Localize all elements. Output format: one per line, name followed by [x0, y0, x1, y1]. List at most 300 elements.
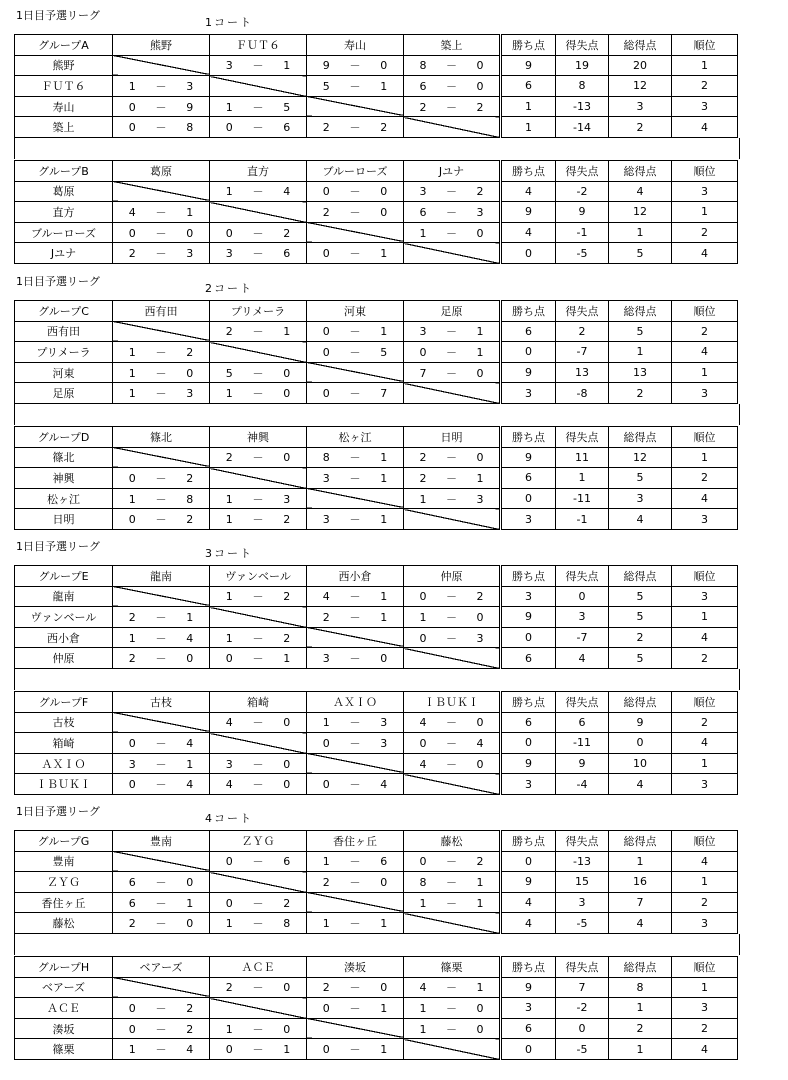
- header-row: [15, 957, 738, 978]
- match-score: [404, 468, 501, 489]
- score-for: 4: [419, 757, 427, 771]
- goals-scored: 5: [609, 648, 672, 669]
- self-match-cell: [404, 648, 501, 669]
- match-score: [113, 383, 210, 404]
- team-column-header: 直方: [210, 161, 307, 182]
- points: 1: [501, 96, 556, 117]
- rank: 1: [672, 753, 738, 774]
- match-score: [210, 488, 307, 509]
- score-against: 3: [476, 205, 484, 219]
- goal-difference: 0: [556, 586, 609, 607]
- rank: 1: [672, 55, 738, 76]
- team-column-header: ＡＸＩＯ: [307, 692, 404, 713]
- score-against: 1: [380, 1001, 388, 1015]
- stat-header: 順位: [672, 161, 738, 182]
- points: 9: [501, 872, 556, 893]
- score-against: 3: [380, 716, 388, 730]
- team-column-header: ヴァンベール: [210, 566, 307, 587]
- points: 6: [501, 648, 556, 669]
- score-dash: －: [155, 875, 167, 889]
- match-score: [307, 447, 404, 468]
- match-score: [113, 774, 210, 795]
- team-name: 湊坂: [15, 1018, 113, 1039]
- score-dash: －: [252, 716, 264, 730]
- score-against: 2: [476, 185, 484, 199]
- score-for: 1: [128, 79, 136, 93]
- score-for: 2: [128, 917, 136, 931]
- score-for: 1: [419, 1001, 427, 1015]
- stat-header: 得失点: [556, 161, 609, 182]
- self-match-cell: [113, 447, 210, 468]
- score-against: 0: [476, 1022, 484, 1036]
- score-dash: －: [349, 778, 361, 792]
- goals-scored: 5: [609, 586, 672, 607]
- goal-difference: -11: [556, 733, 609, 754]
- score-for: 1: [225, 590, 233, 604]
- match-score: [210, 55, 307, 76]
- rank: 2: [672, 712, 738, 733]
- score-dash: －: [446, 59, 457, 73]
- self-match-cell: [113, 712, 210, 733]
- team-column-header: 熊野: [113, 35, 210, 56]
- team-name: 西小倉: [15, 627, 113, 648]
- score-for: 1: [322, 855, 330, 869]
- match-score: [307, 342, 404, 363]
- score-dash: －: [252, 896, 264, 910]
- team-name: 神興: [15, 468, 113, 489]
- score-against: 1: [380, 451, 388, 465]
- match-score: [113, 998, 210, 1019]
- match-score: [113, 76, 210, 97]
- points: 4: [501, 892, 556, 913]
- rank: 4: [672, 1039, 738, 1060]
- league-table: [14, 830, 738, 934]
- score-against: 1: [380, 590, 388, 604]
- score-for: 6: [419, 205, 427, 219]
- team-name: 龍南: [15, 586, 113, 607]
- match-score: [404, 55, 501, 76]
- score-dash: －: [349, 471, 361, 485]
- team-name: 寿山: [15, 96, 113, 117]
- self-match-cell: [307, 488, 404, 509]
- score-against: 0: [283, 1022, 291, 1036]
- match-score: [404, 977, 501, 998]
- section-heading: 1日目予選リーグ: [16, 9, 100, 22]
- match-score: [113, 488, 210, 509]
- score-against: 1: [283, 59, 291, 73]
- team-row: [15, 712, 738, 733]
- score-dash: －: [349, 451, 361, 465]
- score-for: 0: [225, 1043, 233, 1057]
- goals-scored: 2: [609, 1018, 672, 1039]
- match-score: [210, 509, 307, 530]
- score-against: 3: [476, 631, 484, 645]
- score-dash: －: [349, 1043, 361, 1057]
- goals-scored: 3: [609, 488, 672, 509]
- rank: 1: [672, 362, 738, 383]
- match-score: [307, 733, 404, 754]
- match-score: [404, 872, 501, 893]
- score-against: 1: [380, 513, 388, 527]
- score-against: 3: [283, 492, 291, 506]
- score-dash: －: [155, 1043, 167, 1057]
- goal-difference: -8: [556, 383, 609, 404]
- stat-header: 得失点: [556, 35, 609, 56]
- team-column-header: 篠北: [113, 427, 210, 448]
- score-for: 1: [128, 1043, 136, 1057]
- score-against: 5: [380, 345, 388, 359]
- score-against: 0: [186, 652, 194, 666]
- match-score: [307, 1039, 404, 1060]
- score-against: 0: [476, 1001, 484, 1015]
- score-against: 6: [283, 121, 291, 135]
- score-against: 1: [476, 325, 484, 339]
- score-dash: －: [155, 205, 167, 219]
- group-name: グループA: [15, 35, 113, 56]
- stat-header: 勝ち点: [501, 161, 556, 182]
- team-name: 箱崎: [15, 733, 113, 754]
- score-dash: －: [252, 513, 264, 527]
- match-score: [404, 202, 501, 223]
- match-score: [210, 222, 307, 243]
- score-against: 0: [283, 451, 291, 465]
- section-heading: 1日目予選リーグ: [16, 805, 100, 818]
- goals-scored: 3: [609, 96, 672, 117]
- goal-difference: -1: [556, 222, 609, 243]
- score-against: 0: [476, 366, 484, 380]
- score-for: 0: [322, 1001, 330, 1015]
- score-for: 4: [128, 205, 136, 219]
- score-against: 0: [283, 716, 291, 730]
- goal-difference: -2: [556, 998, 609, 1019]
- points: 4: [501, 181, 556, 202]
- goals-scored: 5: [609, 607, 672, 628]
- score-against: 1: [476, 896, 484, 910]
- score-for: 1: [419, 896, 427, 910]
- goal-difference: 3: [556, 892, 609, 913]
- header-row: [15, 301, 738, 322]
- score-dash: －: [446, 185, 457, 199]
- score-against: 2: [476, 100, 484, 114]
- self-match-cell: [210, 342, 307, 363]
- match-score: [210, 117, 307, 138]
- team-column-header: ブルーローズ: [307, 161, 404, 182]
- team-name: ＩＢＵＫＩ: [15, 774, 113, 795]
- score-for: 1: [128, 387, 136, 401]
- score-dash: －: [155, 1001, 167, 1015]
- score-for: 0: [128, 778, 136, 792]
- score-for: 6: [419, 79, 427, 93]
- score-against: 0: [283, 981, 291, 995]
- goal-difference: -4: [556, 774, 609, 795]
- score-dash: －: [155, 736, 167, 750]
- team-row: [15, 117, 738, 138]
- score-dash: －: [252, 652, 264, 666]
- stat-header: 得失点: [556, 301, 609, 322]
- group-separator: [14, 404, 740, 425]
- group-separator: [14, 669, 740, 690]
- match-score: [307, 321, 404, 342]
- goal-difference: -7: [556, 342, 609, 363]
- score-for: 0: [322, 736, 330, 750]
- score-against: 1: [476, 345, 484, 359]
- team-name: 香住ヶ丘: [15, 892, 113, 913]
- goal-difference: 4: [556, 648, 609, 669]
- goal-difference: -14: [556, 117, 609, 138]
- rank: 1: [672, 977, 738, 998]
- score-dash: －: [155, 917, 167, 931]
- match-score: [307, 977, 404, 998]
- score-against: 1: [476, 471, 484, 485]
- score-for: 3: [322, 513, 330, 527]
- match-score: [307, 712, 404, 733]
- score-against: 0: [476, 79, 484, 93]
- stat-header: 順位: [672, 35, 738, 56]
- score-dash: －: [446, 716, 457, 730]
- score-dash: －: [446, 736, 457, 750]
- score-for: 1: [225, 1022, 233, 1036]
- stat-header: 得失点: [556, 957, 609, 978]
- score-dash: －: [446, 205, 457, 219]
- team-row: [15, 753, 738, 774]
- match-score: [404, 181, 501, 202]
- team-row: [15, 872, 738, 893]
- score-for: 6: [128, 896, 136, 910]
- score-against: 1: [380, 325, 388, 339]
- team-column-header: 箱崎: [210, 692, 307, 713]
- score-against: 2: [283, 226, 291, 240]
- rank: 3: [672, 509, 738, 530]
- score-for: 3: [128, 757, 136, 771]
- team-name: ヴァンベール: [15, 607, 113, 628]
- self-match-cell: [210, 733, 307, 754]
- score-for: 4: [225, 778, 233, 792]
- league-table: [14, 956, 738, 1060]
- group-name: グループG: [15, 831, 113, 852]
- self-match-cell: [307, 222, 404, 243]
- score-dash: －: [252, 631, 264, 645]
- goal-difference: -2: [556, 181, 609, 202]
- team-row: [15, 468, 738, 489]
- match-score: [113, 627, 210, 648]
- rank: 2: [672, 892, 738, 913]
- score-against: 4: [186, 1043, 194, 1057]
- score-against: 3: [380, 736, 388, 750]
- score-against: 4: [283, 185, 291, 199]
- score-against: 2: [283, 631, 291, 645]
- score-dash: －: [349, 79, 361, 93]
- score-against: 4: [186, 778, 194, 792]
- self-match-cell: [210, 872, 307, 893]
- stat-header: 順位: [672, 831, 738, 852]
- self-match-cell: [210, 998, 307, 1019]
- goal-difference: 2: [556, 321, 609, 342]
- score-against: 1: [186, 896, 194, 910]
- match-score: [113, 243, 210, 264]
- score-for: 1: [419, 226, 427, 240]
- goal-difference: 15: [556, 872, 609, 893]
- score-for: 8: [419, 875, 427, 889]
- match-score: [113, 648, 210, 669]
- rank: 3: [672, 998, 738, 1019]
- match-score: [210, 648, 307, 669]
- self-match-cell: [113, 321, 210, 342]
- score-for: 3: [322, 652, 330, 666]
- score-dash: －: [252, 387, 264, 401]
- rank: 1: [672, 447, 738, 468]
- score-against: 1: [476, 875, 484, 889]
- match-score: [210, 892, 307, 913]
- group-name: グループE: [15, 566, 113, 587]
- self-match-cell: [113, 851, 210, 872]
- match-score: [307, 872, 404, 893]
- self-match-cell: [307, 96, 404, 117]
- team-row: [15, 607, 738, 628]
- self-match-cell: [404, 117, 501, 138]
- match-score: [307, 117, 404, 138]
- score-against: 1: [186, 610, 194, 624]
- score-for: 3: [225, 247, 233, 261]
- team-row: [15, 851, 738, 872]
- score-dash: －: [446, 1022, 457, 1036]
- goals-scored: 12: [609, 447, 672, 468]
- score-against: 1: [283, 325, 291, 339]
- team-name: 西有田: [15, 321, 113, 342]
- score-against: 2: [186, 1022, 194, 1036]
- rank: 4: [672, 342, 738, 363]
- score-against: 0: [283, 366, 291, 380]
- match-score: [404, 488, 501, 509]
- match-score: [307, 851, 404, 872]
- score-dash: －: [446, 345, 457, 359]
- score-dash: －: [155, 492, 167, 506]
- team-row: [15, 362, 738, 383]
- goals-scored: 1: [609, 342, 672, 363]
- match-score: [404, 447, 501, 468]
- match-score: [210, 1039, 307, 1060]
- team-column-header: ＦＵＴ６: [210, 35, 307, 56]
- match-score: [210, 712, 307, 733]
- score-dash: －: [252, 185, 264, 199]
- points: 6: [501, 712, 556, 733]
- score-dash: －: [155, 226, 167, 240]
- rank: 1: [672, 872, 738, 893]
- points: 9: [501, 607, 556, 628]
- match-score: [404, 222, 501, 243]
- score-against: 6: [283, 247, 291, 261]
- goals-scored: 2: [609, 117, 672, 138]
- court-label: 2コート: [205, 282, 253, 295]
- stat-header: 勝ち点: [501, 957, 556, 978]
- score-against: 2: [476, 590, 484, 604]
- score-dash: －: [252, 590, 264, 604]
- score-for: 9: [322, 59, 330, 73]
- group-name: グループB: [15, 161, 113, 182]
- rank: 2: [672, 468, 738, 489]
- team-name: 日明: [15, 509, 113, 530]
- score-dash: －: [155, 471, 167, 485]
- match-score: [210, 753, 307, 774]
- stat-header: 総得点: [609, 566, 672, 587]
- team-name: 築上: [15, 117, 113, 138]
- team-column-header: ＺＹＧ: [210, 831, 307, 852]
- goal-difference: 19: [556, 55, 609, 76]
- self-match-cell: [307, 1018, 404, 1039]
- score-dash: －: [349, 590, 361, 604]
- stat-header: 得失点: [556, 566, 609, 587]
- score-against: 2: [380, 121, 388, 135]
- rank: 1: [672, 202, 738, 223]
- self-match-cell: [210, 76, 307, 97]
- match-score: [307, 181, 404, 202]
- match-score: [210, 321, 307, 342]
- rank: 3: [672, 181, 738, 202]
- self-match-cell: [113, 586, 210, 607]
- points: 9: [501, 362, 556, 383]
- team-row: [15, 509, 738, 530]
- points: 0: [501, 342, 556, 363]
- goals-scored: 16: [609, 872, 672, 893]
- score-for: 2: [419, 100, 427, 114]
- score-dash: －: [446, 471, 457, 485]
- rank: 4: [672, 627, 738, 648]
- score-for: 1: [225, 100, 233, 114]
- points: 3: [501, 586, 556, 607]
- score-against: 0: [186, 366, 194, 380]
- score-dash: －: [349, 917, 361, 931]
- score-dash: －: [349, 736, 361, 750]
- rank: 4: [672, 488, 738, 509]
- score-for: 0: [128, 471, 136, 485]
- score-against: 3: [186, 79, 194, 93]
- group-separator: [14, 934, 740, 955]
- score-against: 0: [283, 757, 291, 771]
- team-row: [15, 96, 738, 117]
- score-for: 0: [225, 652, 233, 666]
- score-dash: －: [446, 757, 457, 771]
- goals-scored: 5: [609, 243, 672, 264]
- match-score: [210, 96, 307, 117]
- match-score: [307, 648, 404, 669]
- team-row: [15, 202, 738, 223]
- score-for: 2: [225, 451, 233, 465]
- score-dash: －: [155, 610, 167, 624]
- team-column-header: 湊坂: [307, 957, 404, 978]
- score-against: 0: [283, 778, 291, 792]
- score-for: 0: [225, 121, 233, 135]
- score-for: 2: [419, 471, 427, 485]
- match-score: [307, 202, 404, 223]
- team-name: Jユナ: [15, 243, 113, 264]
- team-column-header: 日明: [404, 427, 501, 448]
- score-for: 1: [419, 1022, 427, 1036]
- stat-header: 総得点: [609, 427, 672, 448]
- team-row: [15, 733, 738, 754]
- points: 4: [501, 222, 556, 243]
- rank: 4: [672, 733, 738, 754]
- match-score: [113, 913, 210, 934]
- rank: 2: [672, 1018, 738, 1039]
- match-score: [210, 586, 307, 607]
- stat-header: 勝ち点: [501, 427, 556, 448]
- score-for: 3: [419, 185, 427, 199]
- match-score: [404, 998, 501, 1019]
- match-score: [404, 627, 501, 648]
- score-dash: －: [155, 631, 167, 645]
- score-for: 4: [322, 590, 330, 604]
- team-row: [15, 383, 738, 404]
- match-score: [210, 447, 307, 468]
